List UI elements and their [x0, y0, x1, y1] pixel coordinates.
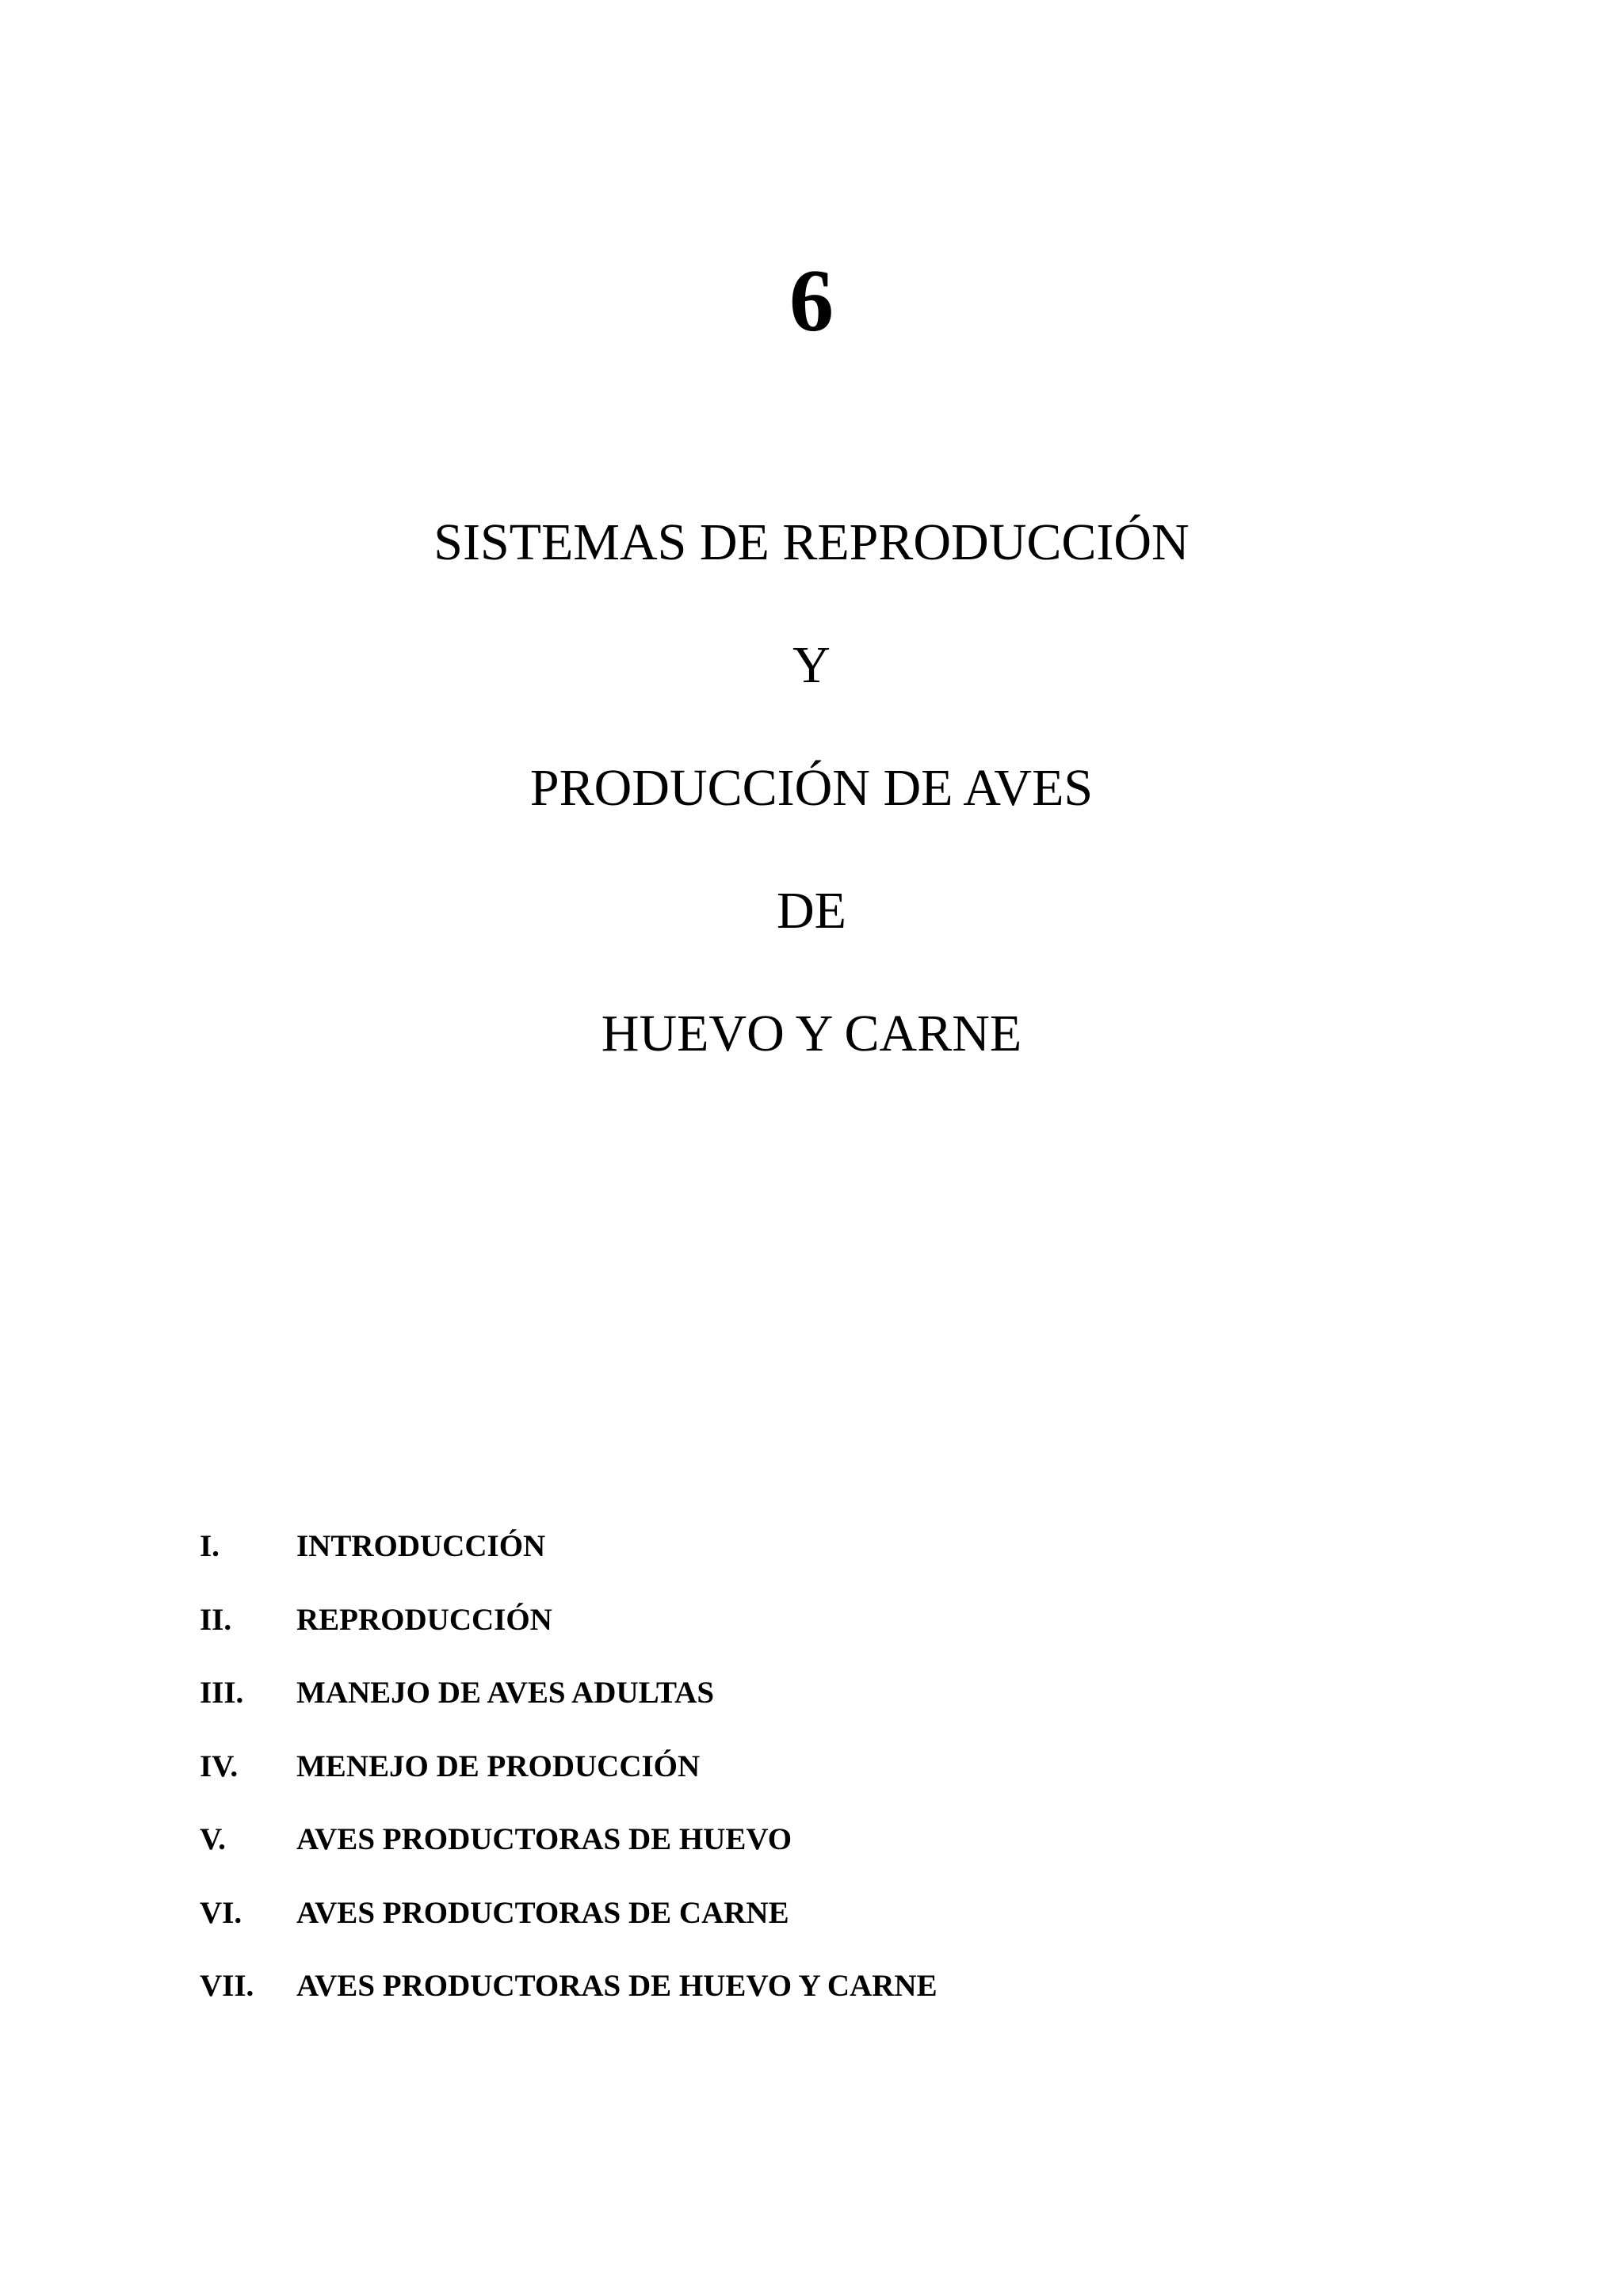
toc-item-label: INTRODUCCIÓN — [296, 1529, 546, 1563]
toc-item-label: AVES PRODUCTORAS DE HUEVO — [296, 1822, 792, 1856]
toc-item — [200, 1601, 938, 1675]
toc-item-number: VI. — [200, 1895, 242, 1930]
toc-item-label: MANEJO DE AVES ADULTAS — [296, 1676, 715, 1710]
toc-item-label: REPRODUCCIÓN — [296, 1602, 552, 1637]
chapter-title-line-5: HUEVO Y CARNE — [601, 1005, 1022, 1062]
toc-item-label: AVES PRODUCTORAS DE CARNE — [296, 1895, 789, 1930]
chapter-title-line-3: PRODUCCIÓN DE AVES — [529, 759, 1094, 817]
toc-item-label: MENEJO DE PRODUCCIÓN — [296, 1749, 701, 1783]
toc-item-number: II. — [200, 1602, 232, 1637]
toc-item — [200, 1821, 938, 1894]
chapter-title-line-2: Y — [792, 636, 831, 694]
table-of-contents — [200, 1527, 938, 2041]
toc-item-number: III. — [200, 1676, 244, 1710]
toc-item — [200, 1674, 938, 1748]
toc-item — [200, 1748, 938, 1821]
toc-item — [200, 1967, 938, 2041]
toc-item-number: V. — [200, 1822, 226, 1856]
toc-item — [200, 1527, 938, 1601]
toc-item-number: IV. — [200, 1749, 239, 1783]
toc-item-number: VII. — [200, 1969, 254, 2003]
toc-item-number: I. — [200, 1529, 220, 1563]
chapter-title-line-4: DE — [777, 882, 846, 940]
chapter-number: 6 — [789, 252, 834, 350]
chapter-title-line-1: SISTEMAS DE REPRODUCCIÓN — [433, 513, 1190, 571]
toc-item — [200, 1894, 938, 1968]
toc-item-label: AVES PRODUCTORAS DE HUEVO Y CARNE — [296, 1969, 938, 2003]
